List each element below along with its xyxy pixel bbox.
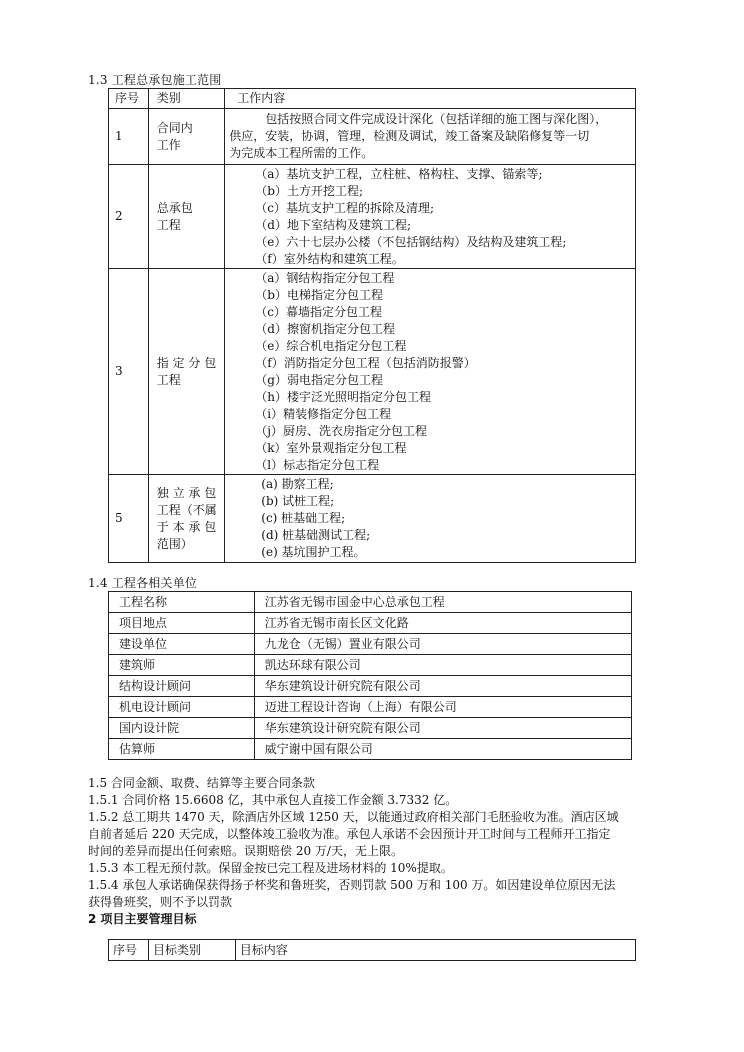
content-line: (d) 桩基础测试工程; — [261, 528, 371, 542]
row-no: 1 — [109, 109, 149, 165]
category-line: 范围） — [156, 536, 193, 551]
scope-row — [109, 475, 636, 563]
content-line: （c）幕墙指定分包工程 — [255, 304, 383, 319]
targets-header-category: 目标类别 — [148, 940, 235, 961]
content-line: （e）综合机电指定分包工程 — [255, 338, 407, 353]
row-content — [225, 475, 636, 563]
units-row — [109, 676, 632, 697]
unit-value: 华东建筑设计研究院有限公司 — [254, 676, 631, 697]
clause-1-5-2-line: 1.5.2 总工期共 1470 天，除酒店外区域 1250 天，以能通过政府相关部门毛胚验收为准。酒店区域 — [88, 810, 619, 824]
row-category — [148, 475, 225, 563]
unit-value: 威宁谢中国有限公司 — [254, 739, 631, 760]
content-line: （a）钢结构指定分包工程 — [255, 270, 395, 285]
content-line: （l）标志指定分包工程 — [255, 457, 380, 472]
units-row — [109, 697, 632, 718]
content-line: （c）基坑支护工程的拆除及清理; — [255, 200, 435, 215]
unit-value: 九龙仓（无锡）置业有限公司 — [254, 634, 631, 655]
unit-value: 凯达环球有限公司 — [254, 655, 631, 676]
row-no: 5 — [109, 475, 149, 563]
category-line: 工作 — [156, 137, 181, 152]
units-row — [109, 739, 632, 760]
content-line: (c) 桩基础工程; — [261, 511, 346, 525]
category-line: 工程 — [156, 372, 181, 387]
category-line: 工程 — [156, 217, 181, 232]
content-line: （b）电梯指定分包工程 — [255, 287, 383, 302]
header-content: 工作内容 — [225, 89, 636, 109]
clause-1-5-4-line: 获得鲁班奖，则不予以罚款 — [88, 895, 233, 909]
unit-label: 国内设计院 — [109, 718, 255, 739]
unit-value: 江苏省无锡市国金中心总承包工程 — [254, 592, 631, 613]
unit-label: 项目地点 — [109, 613, 255, 634]
category-line: 总承包 — [156, 200, 193, 215]
unit-value: 江苏省无锡市南长区文化路 — [254, 613, 631, 634]
row-category — [148, 269, 225, 475]
section-2-title: 2 项目主要管理目标 — [88, 912, 197, 926]
scope-row — [109, 109, 636, 165]
category-line: 指 定 分 包 — [156, 355, 217, 370]
row-content — [225, 269, 636, 475]
targets-header-row — [109, 940, 636, 961]
category-line: 于 本 承 包 — [156, 519, 217, 534]
content-line: （j）厨房、洗衣房指定分包工程 — [255, 423, 428, 438]
row-category — [148, 109, 225, 165]
clause-1-5-4-line: 1.5.4 承包人承诺确保获得扬子杯奖和鲁班奖，否则罚款 500 万和 100 万。如因建设单位原因无法 — [88, 878, 616, 892]
section-1-3-title: 1.3 工程总承包施工范围 — [88, 73, 222, 87]
content-line: (e) 基坑围护工程。 — [261, 545, 366, 559]
units-row — [109, 655, 632, 676]
content-line: （f）消防指定分包工程（包括消防报警） — [255, 355, 476, 370]
units-row — [109, 718, 632, 739]
category-line: 工程（不属 — [156, 502, 217, 517]
content-line: （i）精装修指定分包工程 — [255, 406, 392, 421]
content-line: （f）室外结构和建筑工程。 — [255, 251, 404, 266]
targets-header-no: 序号 — [109, 940, 149, 961]
content-line: 为完成本工程所需的工作。 — [229, 146, 374, 160]
section-1-4-title: 1.4 工程各相关单位 — [88, 576, 198, 590]
header-category: 类别 — [148, 89, 225, 109]
content-line: 包括按照合同文件完成设计深化（包括详细的施工图与深化图）， — [265, 112, 608, 126]
unit-label: 估算师 — [109, 739, 255, 760]
header-no: 序号 — [109, 89, 149, 109]
section-1-5-block — [88, 775, 648, 928]
unit-label: 机电设计顾问 — [109, 697, 255, 718]
row-no: 3 — [109, 269, 149, 475]
targets-table — [108, 939, 636, 961]
content-line: (b) 试桩工程; — [261, 494, 335, 508]
scope-header-row — [109, 89, 636, 109]
units-table — [108, 591, 632, 760]
unit-label: 结构设计顾问 — [109, 676, 255, 697]
clause-1-5-2-line: 时间的差异而提出任何索赔。误期赔偿 20 万/天，无上限。 — [88, 844, 403, 858]
scope-table — [108, 88, 636, 563]
row-no: 2 — [109, 165, 149, 269]
content-line: （d）擦窗机指定分包工程 — [255, 321, 395, 336]
unit-label: 建筑师 — [109, 655, 255, 676]
content-line: (a) 勘察工程; — [261, 477, 334, 491]
content-line: （k）室外景观指定分包工程 — [255, 440, 407, 455]
unit-value: 华东建筑设计研究院有限公司 — [254, 718, 631, 739]
clause-1-5-2-line: 自前者延后 220 天完成，以整体竣工验收为准。承包人承诺不会因预计开工时间与工程师开工指定 — [88, 827, 611, 841]
section-1-5-title: 1.5 合同金额、取费、结算等主要合同条款 — [88, 776, 315, 790]
row-content — [225, 109, 636, 165]
scope-row — [109, 269, 636, 475]
units-row — [109, 613, 632, 634]
content-line: （h）楼宇泛光照明指定分包工程 — [255, 389, 432, 404]
clause-1-5-3: 1.5.3 本工程无预付款。保留金按已完工程及进场材料的 10%提取。 — [88, 861, 453, 875]
units-row — [109, 592, 632, 613]
content-line: （e）六十七层办公楼（不包括钢结构）及结构及建筑工程; — [255, 234, 567, 249]
content-line: （a）基坑支护工程，立柱桩、格构柱、支撑、锚索等; — [255, 166, 543, 181]
content-line: （g）弱电指定分包工程 — [255, 372, 383, 387]
unit-value: 迈进工程设计咨询（上海）有限公司 — [254, 697, 631, 718]
targets-header-content: 目标内容 — [235, 940, 635, 961]
clause-1-5-1: 1.5.1 合同价格 15.6608 亿，其中承包人直接工作金额 3.7332 亿。 — [88, 793, 458, 807]
content-line: 供应，安装，协调，管理，检测及调试，竣工备案及缺陷修复等一切 — [229, 129, 590, 143]
category-line: 合同内 — [156, 120, 193, 135]
row-content — [225, 165, 636, 269]
units-row — [109, 634, 632, 655]
unit-label: 工程名称 — [109, 592, 255, 613]
content-line: （d）地下室结构及建筑工程; — [255, 217, 412, 232]
content-line: （b）土方开挖工程; — [255, 183, 364, 198]
scope-row — [109, 165, 636, 269]
row-category — [148, 165, 225, 269]
unit-label: 建设单位 — [109, 634, 255, 655]
category-line: 独 立 承 包 — [156, 485, 217, 500]
